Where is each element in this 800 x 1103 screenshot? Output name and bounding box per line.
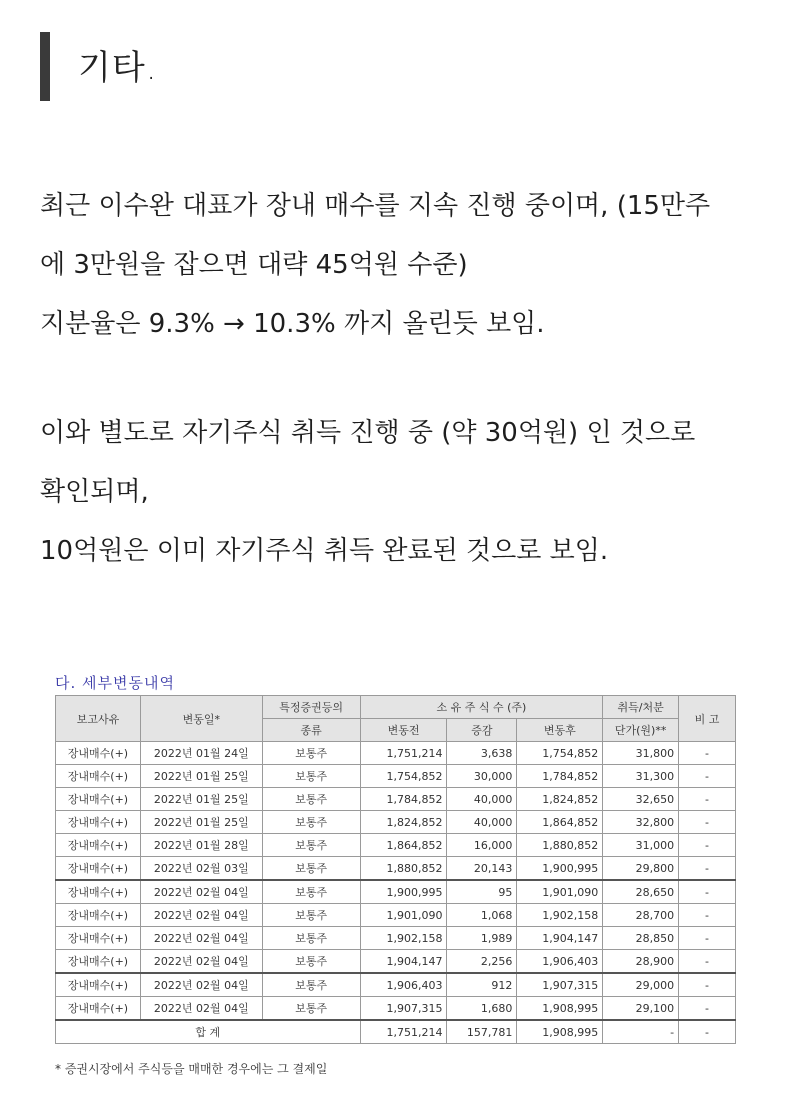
cell-after: 1,880,852 [517,834,603,857]
cell-note: - [679,811,736,834]
cell-security-type: 보통주 [262,857,360,881]
cell-note: - [679,834,736,857]
cell-reason: 장내매수(+) [56,880,141,904]
cell-change: 1,068 [447,904,517,927]
cell-price: 28,650 [603,880,679,904]
share-change-table [55,695,736,1044]
cell-price: 31,000 [603,834,679,857]
cell-security-type: 보통주 [262,904,360,927]
cell-change: 95 [447,880,517,904]
total-before: 1,751,214 [360,1020,447,1044]
header-change-date: 변동일* [140,696,262,742]
header-reason: 보고사유 [56,696,141,742]
cell-security-type: 보통주 [262,788,360,811]
cell-note: - [679,788,736,811]
cell-change: 30,000 [447,765,517,788]
cell-security-type: 보통주 [262,742,360,765]
total-label: 합 계 [56,1020,361,1044]
cell-price: 31,800 [603,742,679,765]
cell-note: - [679,927,736,950]
table-row [56,857,736,881]
cell-reason: 장내매수(+) [56,742,141,765]
cell-after: 1,754,852 [517,742,603,765]
paragraph-ceo-purchase [40,177,710,354]
cell-reason: 장내매수(+) [56,765,141,788]
table-header [56,696,736,742]
cell-after: 1,901,090 [517,880,603,904]
cell-price: 29,100 [603,997,679,1021]
cell-change-date: 2022년 01월 25일 [140,811,262,834]
table-body [56,742,736,1021]
header-before: 변동전 [360,719,447,742]
header-security-type-line1: 특정증권등의 [262,696,360,719]
table-row [56,904,736,927]
table-footnote: * 증권시장에서 주식등을 매매한 경우에는 그 결제일 [55,1062,328,1076]
header-after: 변동후 [517,719,603,742]
cell-reason: 장내매수(+) [56,788,141,811]
table-row [56,742,736,765]
cell-before: 1,906,403 [360,973,447,997]
paragraph-line: 10억원은 이미 자기주식 취득 완료된 것으로 보임. [40,536,609,566]
cell-reason: 장내매수(+) [56,927,141,950]
cell-security-type: 보통주 [262,880,360,904]
cell-before: 1,864,852 [360,834,447,857]
cell-after: 1,784,852 [517,765,603,788]
header-price-line1: 취득/처분 [603,696,679,719]
cell-before: 1,901,090 [360,904,447,927]
cell-change-date: 2022년 01월 24일 [140,742,262,765]
table-row [56,973,736,997]
table-row [56,950,736,974]
cell-security-type: 보통주 [262,765,360,788]
cell-change-date: 2022년 01월 28일 [140,834,262,857]
cell-before: 1,824,852 [360,811,447,834]
cell-price: 32,800 [603,811,679,834]
header-shares-group: 소 유 주 식 수 (주) [360,696,603,719]
cell-change: 3,638 [447,742,517,765]
paragraph-line: 확인되며, [40,477,149,507]
cell-change: 1,989 [447,927,517,950]
cell-change: 40,000 [447,811,517,834]
cell-change: 20,143 [447,857,517,881]
cell-reason: 장내매수(+) [56,997,141,1021]
header-change: 증감 [447,719,517,742]
table-row [56,765,736,788]
total-row [56,1020,736,1044]
cell-after: 1,864,852 [517,811,603,834]
cell-before: 1,751,214 [360,742,447,765]
total-note: - [679,1020,736,1044]
table-row [56,997,736,1021]
cell-change: 40,000 [447,788,517,811]
header-note: 비 고 [679,696,736,742]
cell-after: 1,906,403 [517,950,603,974]
cell-after: 1,904,147 [517,927,603,950]
cell-change: 2,256 [447,950,517,974]
total-after: 1,908,995 [517,1020,603,1044]
cell-change: 16,000 [447,834,517,857]
cell-security-type: 보통주 [262,997,360,1021]
cell-note: - [679,950,736,974]
cell-change-date: 2022년 02월 04일 [140,997,262,1021]
cell-change: 912 [447,973,517,997]
cell-price: 28,700 [603,904,679,927]
cell-security-type: 보통주 [262,834,360,857]
cell-before: 1,904,147 [360,950,447,974]
cell-change-date: 2022년 02월 04일 [140,950,262,974]
cell-change-date: 2022년 02월 04일 [140,973,262,997]
paragraph-treasury-stock [40,404,695,581]
cell-price: 31,300 [603,765,679,788]
cell-change-date: 2022년 02월 04일 [140,880,262,904]
cell-price: 29,000 [603,973,679,997]
cell-reason: 장내매수(+) [56,950,141,974]
cell-reason: 장내매수(+) [56,904,141,927]
cell-change-date: 2022년 02월 04일 [140,927,262,950]
cell-security-type: 보통주 [262,950,360,974]
table-row [56,834,736,857]
cell-change: 1,680 [447,997,517,1021]
cell-change-date: 2022년 01월 25일 [140,765,262,788]
cell-change-date: 2022년 02월 04일 [140,904,262,927]
cell-price: 28,900 [603,950,679,974]
cell-note: - [679,765,736,788]
cell-note: - [679,904,736,927]
total-price: - [603,1020,679,1044]
cell-price: 28,850 [603,927,679,950]
cell-before: 1,880,852 [360,857,447,881]
table-row [56,880,736,904]
cell-reason: 장내매수(+) [56,857,141,881]
cell-before: 1,754,852 [360,765,447,788]
header-security-type-line2: 종류 [262,719,360,742]
cell-before: 1,784,852 [360,788,447,811]
cell-reason: 장내매수(+) [56,973,141,997]
cell-after: 1,902,158 [517,904,603,927]
table-total [56,1020,736,1044]
cell-change-date: 2022년 02월 03일 [140,857,262,881]
paragraph-line: 최근 이수완 대표가 장내 매수를 지속 진행 중이며, (15만주 [40,191,711,221]
cell-before: 1,902,158 [360,927,447,950]
paragraph-line: 이와 별도로 자기주식 취득 진행 중 (약 30억원) 인 것으로 [40,418,696,448]
cell-price: 29,800 [603,857,679,881]
cell-security-type: 보통주 [262,927,360,950]
cell-note: - [679,997,736,1021]
cell-before: 1,907,315 [360,997,447,1021]
cell-note: - [679,742,736,765]
paragraph-line: 지분율은 9.3% → 10.3% 까지 올린듯 보임. [40,309,545,339]
cell-after: 1,908,995 [517,997,603,1021]
paragraph-line: 에 3만원을 잡으면 대략 45억원 수준) [40,250,468,280]
cell-security-type: 보통주 [262,973,360,997]
cell-reason: 장내매수(+) [56,811,141,834]
table-row [56,811,736,834]
table-row [56,788,736,811]
table-section-title: 다. 세부변동내역 [55,674,175,692]
cell-security-type: 보통주 [262,811,360,834]
cell-price: 32,650 [603,788,679,811]
header-price-line2: 단가(원)** [603,719,679,742]
table-row [56,927,736,950]
cell-note: - [679,857,736,881]
cell-after: 1,824,852 [517,788,603,811]
heading-accent-bar [40,32,50,101]
cell-before: 1,900,995 [360,880,447,904]
cell-after: 1,907,315 [517,973,603,997]
total-change: 157,781 [447,1020,517,1044]
cell-after: 1,900,995 [517,857,603,881]
cell-note: - [679,973,736,997]
cell-note: - [679,880,736,904]
cell-reason: 장내매수(+) [56,834,141,857]
cell-change-date: 2022년 01월 25일 [140,788,262,811]
section-heading: 기타. [78,48,158,88]
